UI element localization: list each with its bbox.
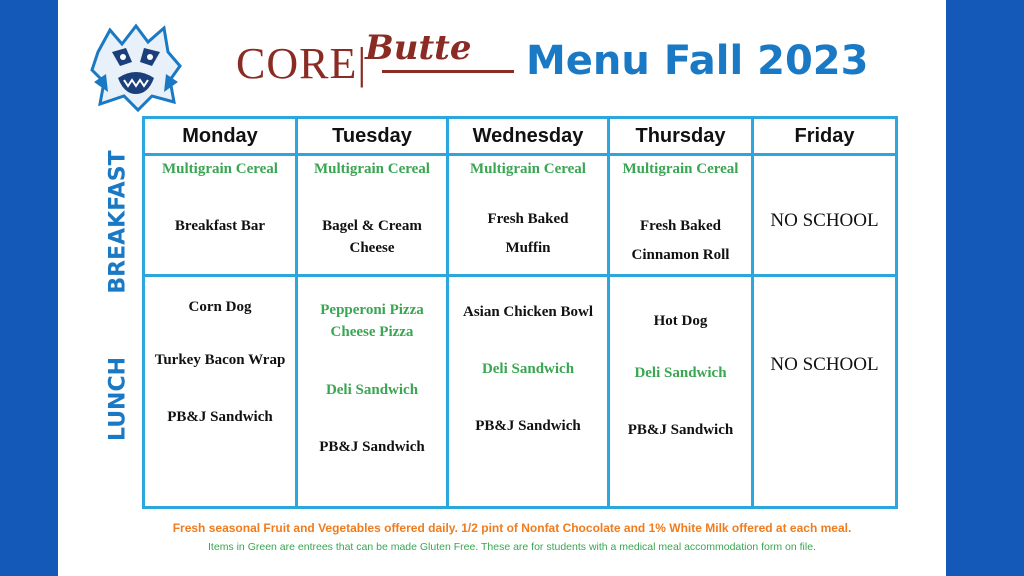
menu-item: PB&J Sandwich <box>319 439 425 455</box>
menu-item: Pepperoni Pizza <box>320 302 424 318</box>
menu-item: Multigrain Cereal <box>470 161 586 177</box>
lunch-cell-thursday <box>610 277 754 506</box>
day-header-wednesday: Wednesday <box>449 119 610 156</box>
no-school-label: NO SCHOOL <box>770 210 879 231</box>
menu-item: Deli Sandwich <box>325 382 419 398</box>
menu-item: PB&J Sandwich <box>167 409 273 425</box>
breakfast-cell-wednesday <box>449 156 610 277</box>
lunch-cell-tuesday <box>298 277 449 506</box>
breakfast-cell-friday <box>754 156 895 277</box>
no-school-label: NO SCHOOL <box>770 354 879 375</box>
lunch-side-label: LUNCH <box>105 356 131 442</box>
menu-item: Turkey Bacon Wrap <box>154 352 286 368</box>
menu-item: Breakfast Bar <box>174 218 266 234</box>
menu-item: Deli Sandwich <box>634 365 727 381</box>
menu-item: Multigrain Cereal <box>314 161 430 177</box>
menu-item: Fresh Baked <box>487 211 569 227</box>
breakfast-cell-thursday <box>610 156 754 277</box>
menu-item: Deli Sandwich <box>481 361 575 377</box>
menu-item: Hot Dog <box>653 313 708 329</box>
wildcat-mascot-icon <box>88 22 184 112</box>
menu-table <box>142 116 898 509</box>
menu-item: Cheese Pizza <box>330 324 414 340</box>
breakfast-cell-tuesday <box>298 156 449 277</box>
menu-item: PB&J Sandwich <box>627 422 734 438</box>
lunch-cell-monday <box>145 277 298 506</box>
brand-underline <box>382 70 514 73</box>
menu-item: Corn Dog <box>188 299 252 315</box>
day-header-thursday: Thursday <box>610 119 754 156</box>
menu-item: Cheese <box>349 240 395 256</box>
menu-item: Bagel & Cream <box>322 218 422 234</box>
menu-item: Fresh Baked <box>640 218 721 234</box>
milk-fruit-note: Fresh seasonal Fruit and Vegetables offered daily. 1/2 pint of Nonfat Chocolate and 1% White Milk offered at each meal. <box>172 521 852 535</box>
menu-item: Muffin <box>505 240 551 256</box>
day-header-monday: Monday <box>145 119 298 156</box>
page-title: Menu Fall 2023 <box>526 38 869 84</box>
breakfast-cell-monday <box>145 156 298 277</box>
day-header-friday: Friday <box>754 119 895 156</box>
day-header-tuesday: Tuesday <box>298 119 449 156</box>
lunch-cell-wednesday <box>449 277 610 506</box>
menu-item: Multigrain Cereal <box>162 161 278 177</box>
menu-item: Multigrain Cereal <box>622 161 739 177</box>
menu-item: PB&J Sandwich <box>475 418 581 434</box>
brand-core-text: CORE| <box>236 39 368 88</box>
menu-item: Cinnamon Roll <box>631 247 730 263</box>
brand-butte-script: Butte <box>365 28 472 68</box>
lunch-cell-friday <box>754 277 895 506</box>
gluten-free-note: Items in Green are entrees that can be made Gluten Free. These are for students with a medical meal accommodation form on file. <box>208 541 816 553</box>
breakfast-side-label: BREAKFAST <box>105 150 131 294</box>
menu-item: Asian Chicken Bowl <box>462 304 594 320</box>
